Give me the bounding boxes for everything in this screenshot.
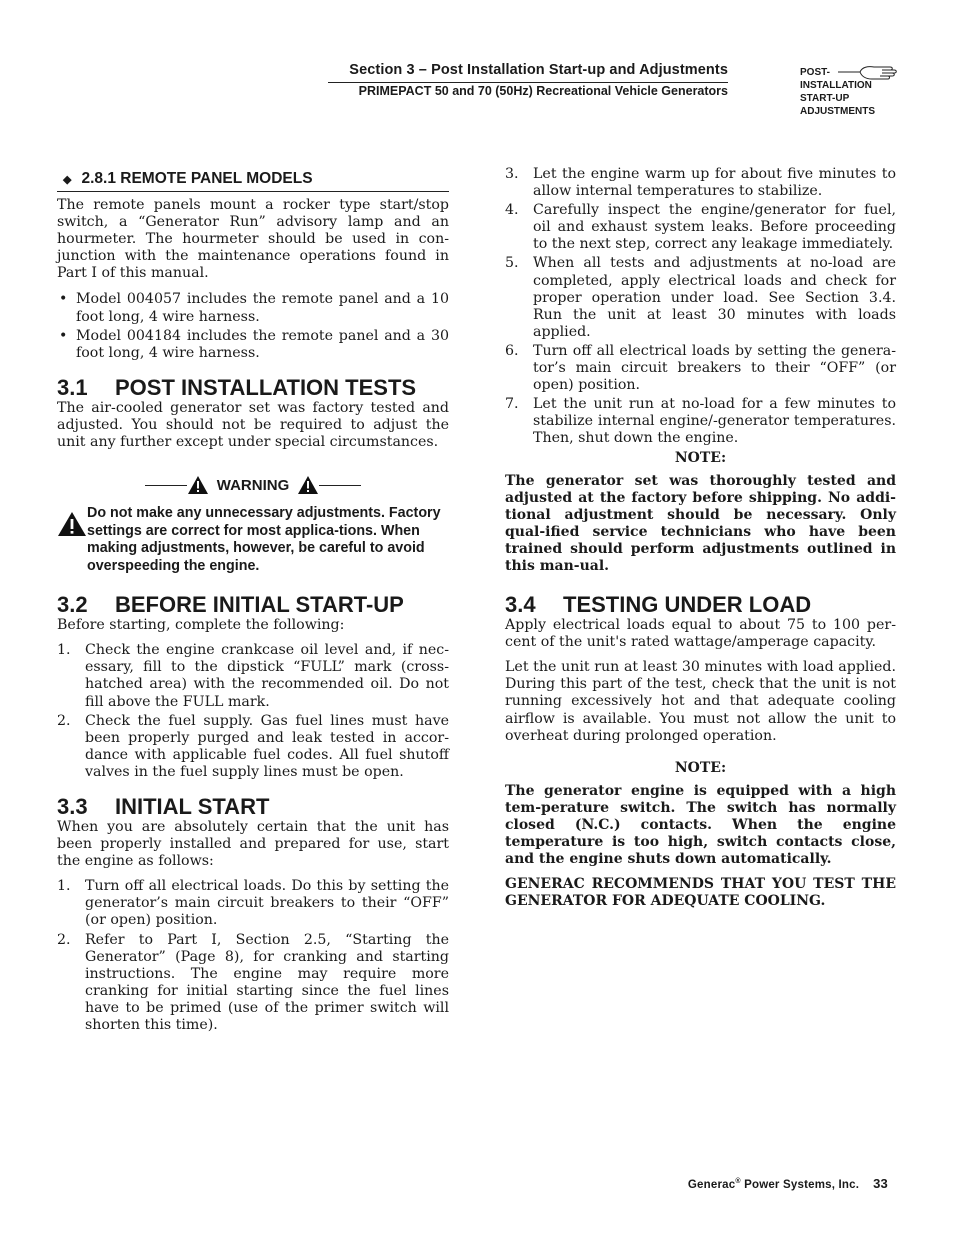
list-item-text: When all tests and adjustments at no-load are completed, apply electrical loads and check for proper operation under load. See Section 3.4. Run the unit at least 30 minutes with loads applied. — [533, 255, 896, 340]
paragraph: Apply electrical loads equal to about 75 to 100 per-cent of the unit's rated wattage/amperage capacity. — [505, 617, 896, 651]
note-text: The generator set was thoroughly tested and adjusted at the factory before shipping. No addi-tional adjustment should be necessary. Only qual-ified service technicians who have been trained should perform adjustments outlined in this man-ual. — [505, 472, 896, 574]
list-item — [505, 343, 896, 394]
list-item — [57, 291, 449, 325]
section-title: INITIAL START — [115, 793, 270, 819]
section-heading-3-1 — [57, 376, 449, 400]
note-text: The generator engine is equipped with a high tem-perature switch. The switch has normally closed (N.C.) contacts. When the engine temperature is too high, switch contacts close, and the engine shuts down automatically. — [505, 782, 896, 868]
list-item-text: Model 004057 includes the remote panel and a 10 foot long, 4 wire harness. — [76, 291, 449, 325]
registered-mark: ® — [735, 1178, 741, 1186]
section-title: Section 3 – Post Installation Start-up and Adjustments — [349, 62, 728, 78]
tab-line: POST- — [800, 67, 831, 78]
warning-label: WARNING — [216, 476, 290, 494]
subsection-heading-2-8-1 — [57, 170, 449, 192]
list-number: 4. — [505, 202, 519, 219]
bullet-icon: • — [59, 291, 68, 308]
section-number: 3.2 — [57, 592, 88, 618]
list-number: 7. — [505, 396, 519, 413]
page-header — [349, 62, 728, 98]
warning-triangle-icon — [297, 475, 319, 495]
paragraph: Before starting, complete the following: — [57, 617, 345, 634]
numbered-list — [57, 642, 449, 781]
paragraph: Let the unit run at least 30 minutes with load applied. During this part of the test, check that the unit is not running excessively hot and that adequate cooling airflow is available. You must not allow the unit to overheat during prolonged operation. — [505, 659, 896, 744]
list-item — [57, 328, 449, 362]
section-heading-3-2 — [57, 593, 449, 617]
paragraph: The air-cooled generator set was factory tested and adjusted. You should not be required to adjust the unit any further except under special circumstances. — [57, 399, 449, 451]
section-tab — [800, 66, 875, 118]
left-column — [57, 166, 449, 1036]
tab-line: INSTALLATION — [800, 80, 872, 91]
list-item — [57, 642, 449, 710]
paragraph: When you are absolutely certain that the unit has been properly installed and prepared for use, start the engine as follows: — [57, 818, 449, 870]
section-title: POST INSTALLATION TESTS — [115, 374, 417, 400]
list-item — [505, 166, 896, 200]
list-number: 2. — [57, 931, 71, 948]
list-item-text: Turn off all electrical loads by setting the genera-tor’s main circuit breakers to their “OFF” (or open) position. — [533, 342, 896, 394]
list-number: 3. — [505, 166, 519, 182]
list-number: 6. — [505, 342, 519, 359]
bullet-icon: • — [59, 327, 68, 344]
list-item — [57, 932, 449, 1035]
company-name: Generac — [687, 1179, 736, 1191]
tab-line: START-UP — [800, 93, 850, 104]
list-item-text: Let the engine warm up for about five minutes to allow internal temperatures to stabilize. — [533, 166, 896, 200]
warning-box — [57, 505, 449, 575]
bullet-list — [57, 291, 449, 361]
section-heading-3-4 — [505, 593, 896, 617]
list-number: 2. — [57, 712, 71, 729]
subsection-title: 2.8.1 REMOTE PANEL MODELS — [81, 170, 313, 187]
warning-header — [57, 473, 449, 497]
section-heading-3-3 — [57, 795, 449, 819]
section-number: 3.3 — [57, 793, 88, 819]
list-item-text: Model 004184 includes the remote panel and a 30 foot long, 4 wire harness. — [76, 327, 449, 361]
diamond-bullet-icon: ◆ — [63, 173, 72, 186]
list-item — [505, 202, 896, 253]
section-title: TESTING UNDER LOAD — [563, 592, 812, 618]
product-title: PRIMEPACT 50 and 70 (50Hz) Recreational Vehicle Generators — [358, 84, 728, 98]
warning-rule — [145, 485, 187, 486]
warning-rule — [319, 485, 361, 486]
note-heading: NOTE: — [674, 759, 727, 776]
list-item-text: Turn off all electrical loads. Do this by setting the generator’s main circuit breakers to their “OFF” (or open) position. — [85, 878, 449, 929]
paragraph: The remote panels mount a rocker type start/stop switch, a “Generator Run” advisory lamp and an hourmeter. The hourmeter should be used in con-junction with the maintenance operations found in Part I of this manual. — [57, 197, 449, 282]
warning-text: Do not make any unnecessary adjustments. Factory settings are correct for most applica-tions. When making adjustments, however, be careful to avoid overspeeding the engine. — [87, 505, 441, 574]
section-title: BEFORE INITIAL START-UP — [115, 592, 404, 618]
list-item-text: Carefully inspect the engine/generator for fuel, oil and exhaust system leaks. Before proceeding to the next step, correct any leakage immediately. — [533, 202, 896, 253]
recommendation-text: GENERAC RECOMMENDS THAT YOU TEST THE GENERATOR FOR ADEQUATE COOLING. — [505, 876, 896, 910]
note-heading: NOTE: — [674, 449, 727, 466]
list-number: 1. — [57, 878, 71, 895]
list-item — [505, 255, 896, 340]
warning-triangle-icon — [57, 511, 87, 537]
list-item-text: Refer to Part I, Section 2.5, “Starting the Generator” (Page 8), for cranking and starting instructions. The engine may require more cranking for initial starting since the fuel lines have to be primed (use of the primer switch will shorten this time). — [85, 931, 449, 1033]
section-number: 3.1 — [57, 374, 88, 400]
right-column — [505, 166, 896, 910]
tab-line: ADJUSTMENTS — [800, 106, 876, 117]
numbered-list — [57, 878, 449, 1034]
page-number: 33 — [873, 1176, 888, 1191]
list-item — [57, 878, 449, 929]
header-rule — [328, 82, 728, 83]
section-number: 3.4 — [505, 592, 536, 618]
list-item-text: Check the fuel supply. Gas fuel lines must have been properly purged and leak tested in accor-dance with applicable fuel codes. All fuel shutoff valves in the fuel supply lines must be open. — [85, 712, 449, 780]
list-item — [505, 396, 896, 447]
list-item-text: Let the unit run at no-load for a few minutes to stabilize internal engine/-generator temperatures. Then, shut down the engine. — [533, 396, 896, 447]
page-footer — [688, 1176, 888, 1191]
numbered-list-continued — [505, 166, 896, 448]
list-number: 5. — [505, 255, 519, 272]
pointing-hand-icon — [838, 64, 900, 80]
list-number: 1. — [57, 642, 71, 659]
list-item — [57, 713, 449, 781]
warning-triangle-icon — [187, 475, 209, 495]
company-name-rest: Power Systems, Inc. — [740, 1179, 860, 1191]
list-item-text: Check the engine crankcase oil level and, if nec-essary, fill to the dipstick “FULL” mark (cross-hatched area) with the recommended oil. Do not fill above the FULL mark. — [85, 642, 449, 710]
